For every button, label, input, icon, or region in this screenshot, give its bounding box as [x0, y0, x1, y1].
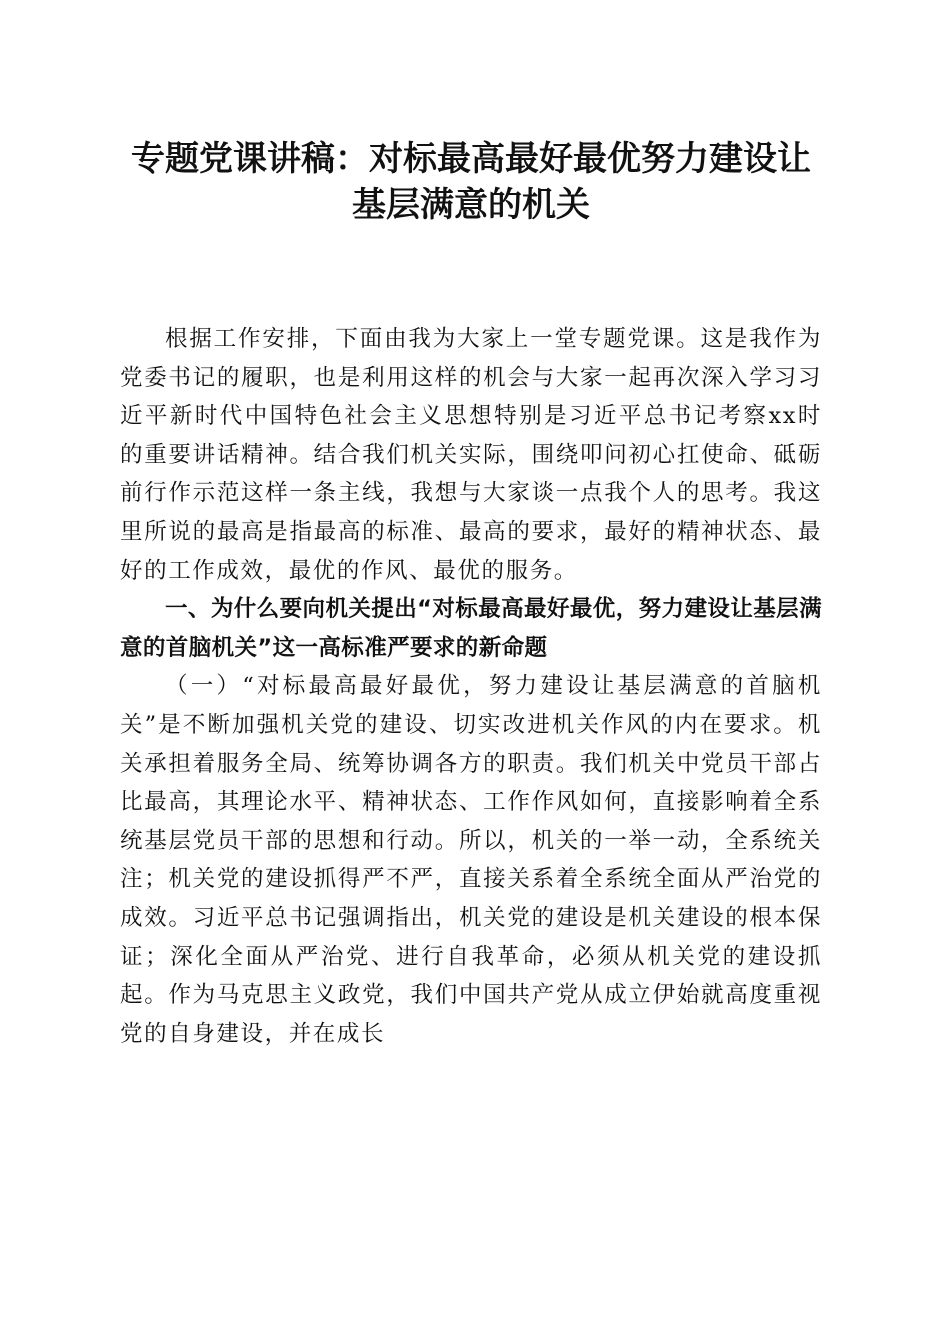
section-1-subsection-1-paragraph: （一）“对标最高最好最优，努力建设让基层满意的首脑机关”是不断加强机关党的建设、切实改进机关作风的内在要求。机关承担着服务全局、统筹协调各方的职责。我们机关中党员干部占比最高，其理论水平、精神状态、工作作风如何，直接影响着全系统基层党员干部的思想和行动。所以，机关的一举一动，全系统关注；机关党的建设抓得严不严，直接关系着全系统全面从严治党的成效。习近平总书记强调指出，机关党的建设是机关建设的根本保证；深化全面从严治党、进行自我革命，必须从机关党的建设抓起。作为马克思主义政党，我们中国共产党从成立伊始就高度重视党的自身建设，并在成长 [120, 673, 822, 1047]
intro-paragraph: 根据工作安排，下面由我为大家上一堂专题党课。这是我作为党委书记的履职，也是利用这样的机会与大家一起再次深入学习习近平新时代中国特色社会主义思想特别是习近平总书记考察xx时的重要讲话精神。结合我们机关实际，围绕叩问初心扛使命、砥砺前行作示范这样一条主线，我想与大家谈一点我个人的思考。我这里所说的最高是指最高的标准、最高的要求，最好的精神状态、最好的工作成效，最优的作风、最优的服务。 [120, 326, 822, 584]
section-heading-1: 一、为什么要向机关提出“对标最高最好最优，努力建设让基层满意的首脑机关”这一高标准严要求的新命题 [120, 596, 822, 661]
title-line-2: 基层满意的机关 [352, 185, 590, 225]
document-title [120, 136, 822, 228]
title-line-1: 专题党课讲稿：对标最高最好最优努力建设让 [131, 139, 811, 179]
